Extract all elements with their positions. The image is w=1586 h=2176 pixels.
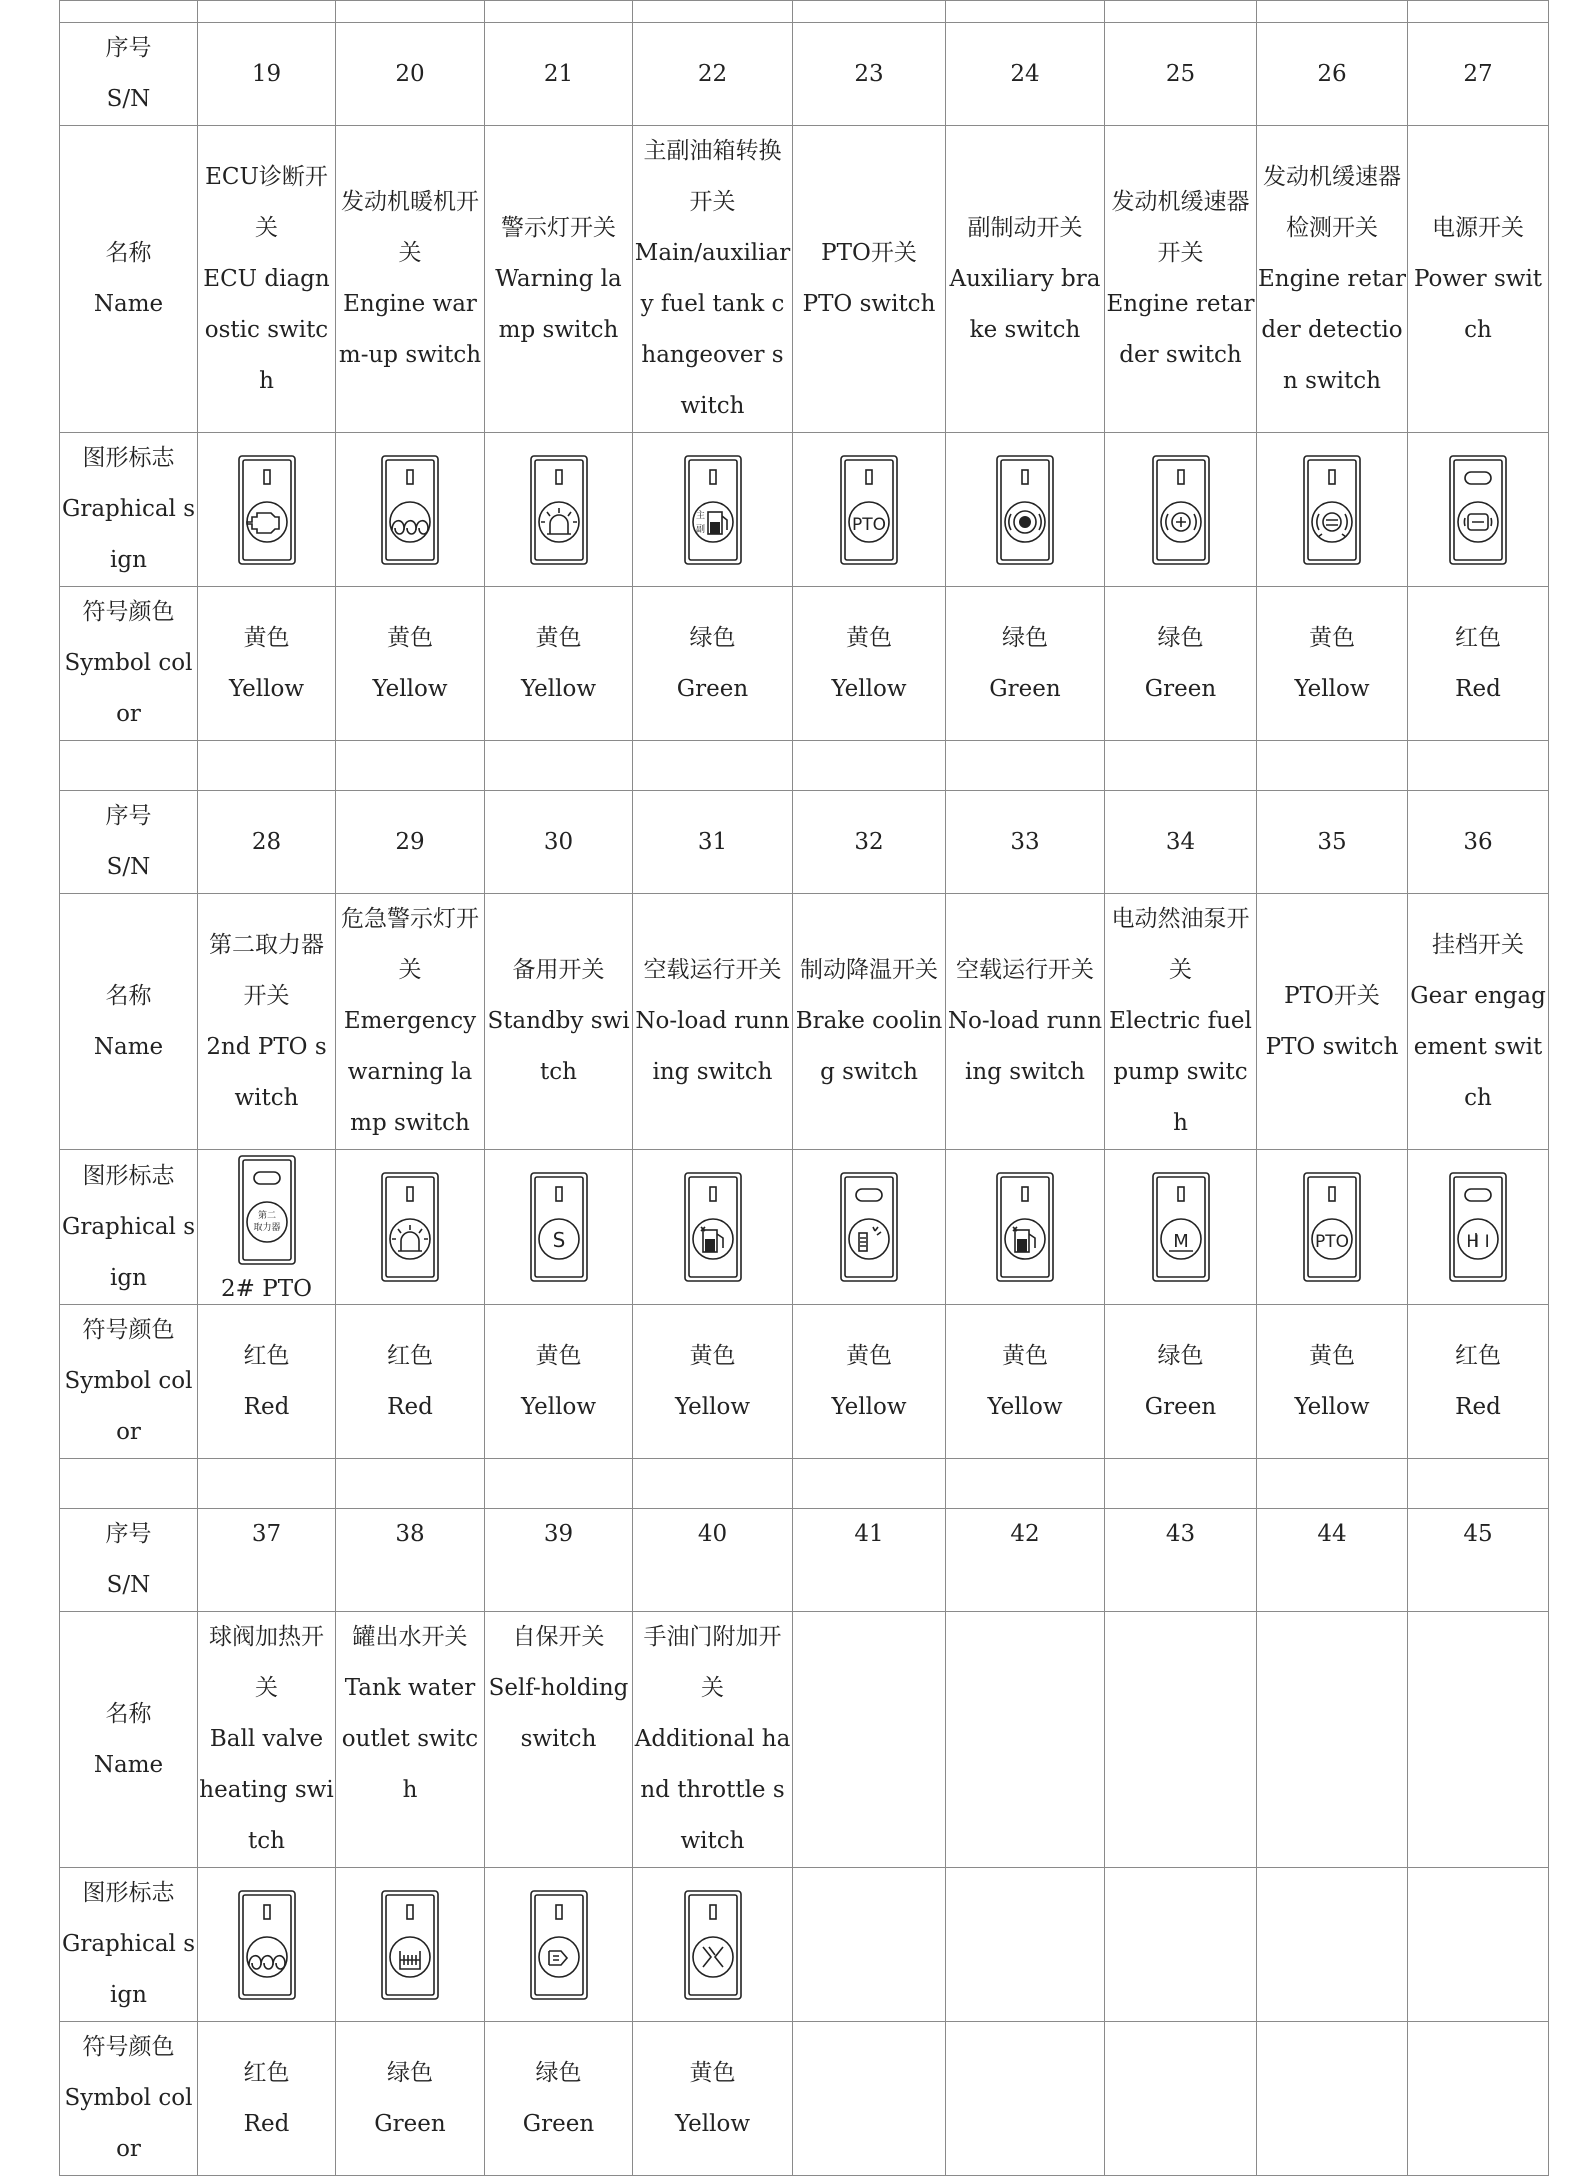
name-en: Brake cooling switch [795, 1008, 943, 1085]
color-cell [793, 587, 946, 741]
name-cell [946, 1612, 1105, 1868]
sn-label-cn: 序号 [105, 35, 152, 61]
name-cell [336, 1612, 485, 1868]
name-cn: 罐出水开关 [352, 1624, 468, 1650]
color-cell [633, 587, 793, 741]
name-en: Engine warm-up switch [338, 291, 482, 368]
sign-cell [198, 433, 336, 587]
color-cn: 黄色 [1309, 1342, 1355, 1369]
name-cell [793, 1612, 946, 1868]
name-en: Additional hand throttle switch [634, 1726, 791, 1854]
color-cell [336, 1305, 485, 1459]
warm-up-switch-icon [370, 450, 450, 570]
color-cn: 黄色 [1309, 624, 1355, 651]
color-en: Yellow [228, 675, 305, 702]
color-cn: 黄色 [387, 624, 433, 651]
color-cell [1408, 2022, 1549, 2176]
name-en: ECU diagnostic switch [203, 265, 330, 394]
spacer-cell [946, 1, 1105, 23]
name-cn: 警示灯开关 [501, 214, 616, 241]
color-cell [485, 1305, 633, 1459]
self-hold-switch-icon [519, 1885, 599, 2005]
name-cn: 第二取力器开关 [209, 931, 324, 1009]
hand-throttle-switch-icon [673, 1885, 753, 2005]
sign-cell [1105, 1868, 1257, 2022]
sign-cell [485, 433, 633, 587]
color-cn: 红色 [1455, 1342, 1501, 1369]
color-cell [485, 587, 633, 741]
name-cell [198, 1612, 336, 1868]
power-switch-icon [1438, 450, 1518, 570]
retarder-switch-icon [1141, 450, 1221, 570]
name-cn: PTO开关 [821, 240, 917, 266]
sign-cell [633, 1868, 793, 2022]
name-label [60, 1612, 198, 1868]
name-cn: 球阀加热开关 [209, 1624, 324, 1701]
name-cell [1105, 894, 1257, 1150]
sign-cell [1257, 1868, 1408, 2022]
color-cn: 黄色 [535, 1342, 582, 1369]
color-en: Yellow [1294, 675, 1370, 702]
name-cell [633, 1612, 793, 1868]
name-cell [485, 126, 633, 433]
sn-cell: 40 [633, 1509, 793, 1612]
spacer-cell [60, 1459, 198, 1509]
svg-text:副: 副 [695, 524, 705, 535]
sn-cell: 44 [1257, 1509, 1408, 1612]
color-cell [633, 1305, 793, 1459]
color-cn: 绿色 [387, 2059, 433, 2086]
color-en: Red [1455, 1393, 1501, 1420]
sn-label [60, 791, 198, 894]
spacer-cell [633, 1, 793, 23]
color-en: Yellow [674, 2110, 751, 2137]
sign-caption: 2# PTO [221, 1276, 312, 1302]
sign-cell [1408, 1150, 1549, 1305]
color-cell [1105, 2022, 1257, 2176]
color-en: Yellow [831, 675, 907, 702]
sn-cell: 36 [1408, 791, 1549, 894]
sign-label [60, 433, 198, 587]
sign-label-en: Graphical sign [61, 1931, 196, 2008]
color-cn: 黄色 [535, 624, 582, 651]
fuel-pump-switch-icon [673, 1167, 753, 1287]
color-cn: 黄色 [1002, 1342, 1048, 1369]
sn-cell: 31 [633, 791, 793, 894]
pto-switch-icon [1292, 1167, 1372, 1287]
color-en: Yellow [372, 675, 448, 702]
color-en: Green [676, 675, 749, 702]
spacer-cell [336, 1, 485, 23]
sn-cell: 22 [633, 23, 793, 126]
color-cell [793, 1305, 946, 1459]
spacer-cell [1105, 741, 1257, 791]
name-cn: 副制动开关 [967, 214, 1083, 241]
name-cn: 电动然油泵开关 [1111, 906, 1250, 983]
sn-cell: 21 [485, 23, 633, 126]
name-cn: 危急警示灯开关 [341, 906, 479, 983]
sign-cell [485, 1868, 633, 2022]
name-en: Main/auxiliary fuel tank changeover switch [634, 240, 791, 419]
fuel-tank-change-switch-icon [673, 450, 753, 570]
color-en: Yellow [987, 1393, 1063, 1420]
spacer-cell [793, 1, 946, 23]
color-label-cn: 符号颜色 [82, 1317, 175, 1343]
spacer-cell [946, 741, 1105, 791]
spacer-cell [485, 741, 633, 791]
name-cell [1408, 126, 1549, 433]
color-cell [1105, 1305, 1257, 1459]
sn-cell: 19 [198, 23, 336, 126]
sign-cell [336, 1150, 485, 1305]
color-label [60, 587, 198, 741]
color-en: Green [1144, 1393, 1217, 1420]
name-en: No-load running switch [635, 1008, 790, 1085]
svg-text:M: M [1172, 1231, 1189, 1252]
pto2-glyph-line-2: 取力器 [252, 1223, 281, 1233]
color-label-cn: 符号颜色 [82, 599, 175, 625]
sn-label-en: S/N [106, 854, 151, 880]
aux-brake-switch-icon [985, 450, 1065, 570]
color-cell [946, 2022, 1105, 2176]
color-cn: 红色 [1455, 624, 1501, 651]
name-cell [198, 894, 336, 1150]
name-cn: 备用开关 [512, 957, 605, 983]
name-en: Engine retarder detection switch [1258, 265, 1406, 394]
spacer-cell [793, 1459, 946, 1509]
color-en: Yellow [674, 1393, 751, 1420]
name-en: Engine retarder switch [1106, 291, 1255, 368]
name-cell [1105, 126, 1257, 433]
name-en: Standby switch [487, 1008, 630, 1085]
sign-cell [793, 433, 946, 587]
name-cell [946, 126, 1105, 433]
sign-cell [946, 1868, 1105, 2022]
sign-cell [198, 1150, 336, 1305]
color-cell [198, 587, 336, 741]
name-en: Electric fuel pump switch [1109, 1008, 1252, 1136]
sign-cell [633, 1150, 793, 1305]
spacer-cell [946, 1459, 1105, 1509]
name-cell [793, 894, 946, 1150]
gear-switch-icon [1438, 1167, 1518, 1287]
name-cn: 主副油箱转换开关 [643, 138, 782, 215]
sign-label-cn: 图形标志 [82, 1162, 175, 1189]
pto2-switch-icon [227, 1150, 307, 1270]
sn-cell: 20 [336, 23, 485, 126]
sn-cell: 33 [946, 791, 1105, 894]
spacer-cell [198, 1459, 336, 1509]
sn-cell: 37 [198, 1509, 336, 1612]
sn-label [60, 1509, 198, 1612]
pto2-glyph-line-1: 第二 [257, 1211, 276, 1221]
color-en: Yellow [1294, 1393, 1370, 1420]
name-cell [633, 894, 793, 1150]
spacer-cell [1408, 1, 1549, 23]
name-cell [946, 894, 1105, 1150]
sn-label-en: S/N [106, 1572, 151, 1598]
color-cell [1408, 1305, 1549, 1459]
color-cn: 黄色 [243, 624, 290, 651]
color-label-en: Symbol color [64, 650, 193, 727]
switch-symbol-table [59, 0, 1549, 2176]
color-en: Yellow [831, 1393, 907, 1420]
spacer-cell [1105, 1, 1257, 23]
name-cn: 发动机缓速器开关 [1111, 189, 1250, 266]
svg-text:PTO: PTO [1314, 1232, 1350, 1252]
spacer-cell [1105, 1459, 1257, 1509]
name-cell [1257, 126, 1408, 433]
svg-text:PTO: PTO [851, 514, 887, 535]
name-label [60, 894, 198, 1150]
svg-text:H I: H I [1466, 1232, 1490, 1252]
color-label [60, 1305, 198, 1459]
sign-label-cn: 图形标志 [82, 1880, 175, 1906]
warm-up-switch-icon [227, 1885, 307, 2005]
spacer-cell [633, 1459, 793, 1509]
fuel-pump-switch-icon [985, 1167, 1065, 1287]
beacon-switch-icon [370, 1167, 450, 1287]
color-en: Green [989, 675, 1061, 702]
beacon-switch-icon [519, 450, 599, 570]
color-cell [1257, 587, 1408, 741]
color-cn: 绿色 [1002, 624, 1048, 651]
spacer-cell [1257, 1459, 1408, 1509]
sn-cell: 24 [946, 23, 1105, 126]
color-cn: 黄色 [846, 1342, 892, 1369]
sn-cell: 25 [1105, 23, 1257, 126]
color-en: Green [1144, 675, 1217, 702]
name-en: 2nd PTO switch [206, 1033, 327, 1111]
name-en: Ball valve heating switch [199, 1726, 334, 1854]
sn-cell: 39 [485, 1509, 633, 1612]
name-label-cn: 名称 [105, 240, 152, 266]
sn-cell: 41 [793, 1509, 946, 1612]
color-cell [1408, 587, 1549, 741]
name-cn: 发动机暖机开关 [341, 189, 479, 266]
name-en: PTO switch [1265, 1033, 1399, 1060]
name-cn: 自保开关 [512, 1624, 605, 1650]
name-cell [793, 126, 946, 433]
spacer-cell [633, 741, 793, 791]
name-cn: 挂档开关 [1432, 931, 1524, 958]
name-en: No-load running switch [947, 1008, 1103, 1085]
sn-cell: 32 [793, 791, 946, 894]
name-label-cn: 名称 [105, 982, 152, 1009]
name-en: Power switch [1413, 265, 1543, 343]
color-label [60, 2022, 198, 2176]
name-label-en: Name [93, 291, 164, 317]
color-en: Yellow [520, 675, 597, 702]
color-cell [198, 2022, 336, 2176]
sign-cell [946, 1150, 1105, 1305]
sn-label-en: S/N [106, 86, 151, 112]
color-cn: 绿色 [689, 624, 736, 651]
name-label [60, 126, 198, 433]
name-cn: 空载运行开关 [956, 957, 1094, 983]
name-cell [485, 1612, 633, 1868]
color-en: Red [1455, 675, 1501, 702]
color-cell [1257, 1305, 1408, 1459]
sign-cell [1105, 1150, 1257, 1305]
color-cn: 黄色 [846, 624, 892, 651]
spacer-cell [336, 1459, 485, 1509]
sign-label [60, 1150, 198, 1305]
sign-cell [1105, 433, 1257, 587]
sn-cell: 29 [336, 791, 485, 894]
sign-cell [336, 1868, 485, 2022]
color-cn: 红色 [387, 1342, 433, 1369]
sn-cell: 23 [793, 23, 946, 126]
spacer-cell [60, 741, 198, 791]
name-en: Emergency warning lamp switch [343, 1008, 477, 1136]
sign-cell [1408, 433, 1549, 587]
color-cell [793, 2022, 946, 2176]
spacer-cell [198, 1, 336, 23]
spacer-cell [1408, 1459, 1549, 1509]
sign-cell [1257, 433, 1408, 587]
name-cn: 电源开关 [1432, 214, 1524, 241]
sign-cell [1257, 1150, 1408, 1305]
spacer-cell [793, 741, 946, 791]
retarder-detect-switch-icon [1292, 450, 1372, 570]
spacer-cell [198, 741, 336, 791]
color-cell [946, 587, 1105, 741]
color-en: Yellow [520, 1393, 597, 1420]
sign-label [60, 1868, 198, 2022]
name-en: Warning lamp switch [495, 265, 622, 343]
name-cn: 空载运行开关 [643, 957, 782, 983]
color-label-en: Symbol color [64, 2085, 193, 2162]
name-label-en: Name [93, 1033, 164, 1060]
sn-label [60, 23, 198, 126]
name-cell [1257, 894, 1408, 1150]
spacer-cell [485, 1, 633, 23]
color-cn: 绿色 [535, 2059, 582, 2086]
color-en: Green [522, 2110, 595, 2137]
name-en: Auxiliary brake switch [949, 265, 1101, 343]
color-cell [485, 2022, 633, 2176]
name-cn: 发动机缓速器检测开关 [1263, 163, 1401, 241]
spacer-cell [485, 1459, 633, 1509]
svg-text:主: 主 [695, 510, 705, 521]
name-cell [633, 126, 793, 433]
name-cell [336, 894, 485, 1150]
name-cn: 制动降温开关 [800, 957, 938, 983]
spacer-cell [60, 1, 198, 23]
sign-cell [793, 1150, 946, 1305]
name-cn: ECU诊断开关 [205, 163, 328, 241]
name-cell [1105, 1612, 1257, 1868]
name-cell [198, 126, 336, 433]
tank-water-switch-icon [370, 1885, 450, 2005]
sn-cell: 43 [1105, 1509, 1257, 1612]
pto-switch-icon [829, 450, 909, 570]
sign-cell [198, 1868, 336, 2022]
motor-switch-icon [1141, 1167, 1221, 1287]
sign-cell [946, 433, 1105, 587]
color-cell [946, 1305, 1105, 1459]
sign-cell [633, 433, 793, 587]
name-cn: 手油门附加开关 [643, 1624, 782, 1701]
color-cn: 黄色 [689, 2059, 736, 2086]
color-cn: 黄色 [689, 1342, 736, 1369]
color-cn: 红色 [243, 1342, 290, 1369]
sign-label-cn: 图形标志 [82, 445, 175, 471]
sn-cell: 35 [1257, 791, 1408, 894]
sn-label-cn: 序号 [105, 1521, 152, 1547]
color-label-cn: 符号颜色 [82, 2034, 175, 2060]
name-cell [336, 126, 485, 433]
sign-label-en: Graphical sign [61, 496, 196, 573]
name-cell [485, 894, 633, 1150]
name-en: Tank water outlet switch [341, 1675, 479, 1803]
color-cell [336, 587, 485, 741]
name-label-en: Name [93, 1751, 164, 1778]
name-cell [1408, 894, 1549, 1150]
sn-cell: 30 [485, 791, 633, 894]
sign-cell [793, 1868, 946, 2022]
color-cn: 红色 [243, 2059, 290, 2086]
sn-cell: 34 [1105, 791, 1257, 894]
sn-label-cn: 序号 [105, 803, 152, 829]
sn-cell: 45 [1408, 1509, 1549, 1612]
color-cell [336, 2022, 485, 2176]
engine-check-switch-icon [227, 450, 307, 570]
name-label-cn: 名称 [105, 1700, 152, 1727]
brake-cool-switch-icon [829, 1167, 909, 1287]
color-cell [1105, 587, 1257, 741]
standby-switch-icon [519, 1167, 599, 1287]
spacer-cell [1408, 741, 1549, 791]
color-en: Green [374, 2110, 446, 2137]
color-en: Red [387, 1393, 433, 1420]
color-en: Red [243, 1393, 290, 1420]
svg-text:S: S [552, 1228, 565, 1252]
sn-cell: 27 [1408, 23, 1549, 126]
name-cell [1257, 1612, 1408, 1868]
color-cn: 绿色 [1157, 624, 1204, 651]
sn-cell: 28 [198, 791, 336, 894]
spacer-cell [336, 741, 485, 791]
name-en: Self-holding switch [488, 1675, 629, 1752]
name-cell [1408, 1612, 1549, 1868]
color-cn: 绿色 [1157, 1342, 1204, 1369]
color-en: Red [243, 2110, 290, 2137]
sign-cell [485, 1150, 633, 1305]
name-cn: PTO开关 [1284, 982, 1380, 1009]
sign-cell [1408, 1868, 1549, 2022]
sn-cell: 42 [946, 1509, 1105, 1612]
color-cell [198, 1305, 336, 1459]
name-en: PTO switch [802, 291, 936, 317]
sn-cell: 38 [336, 1509, 485, 1612]
color-cell [633, 2022, 793, 2176]
spacer-cell [1257, 741, 1408, 791]
sn-cell: 26 [1257, 23, 1408, 126]
sign-label-en: Graphical sign [61, 1213, 196, 1291]
color-label-en: Symbol color [64, 1368, 193, 1445]
color-cell [1257, 2022, 1408, 2176]
sign-cell [336, 433, 485, 587]
spacer-cell [1257, 1, 1408, 23]
name-en: Gear engagement switch [1410, 982, 1546, 1111]
